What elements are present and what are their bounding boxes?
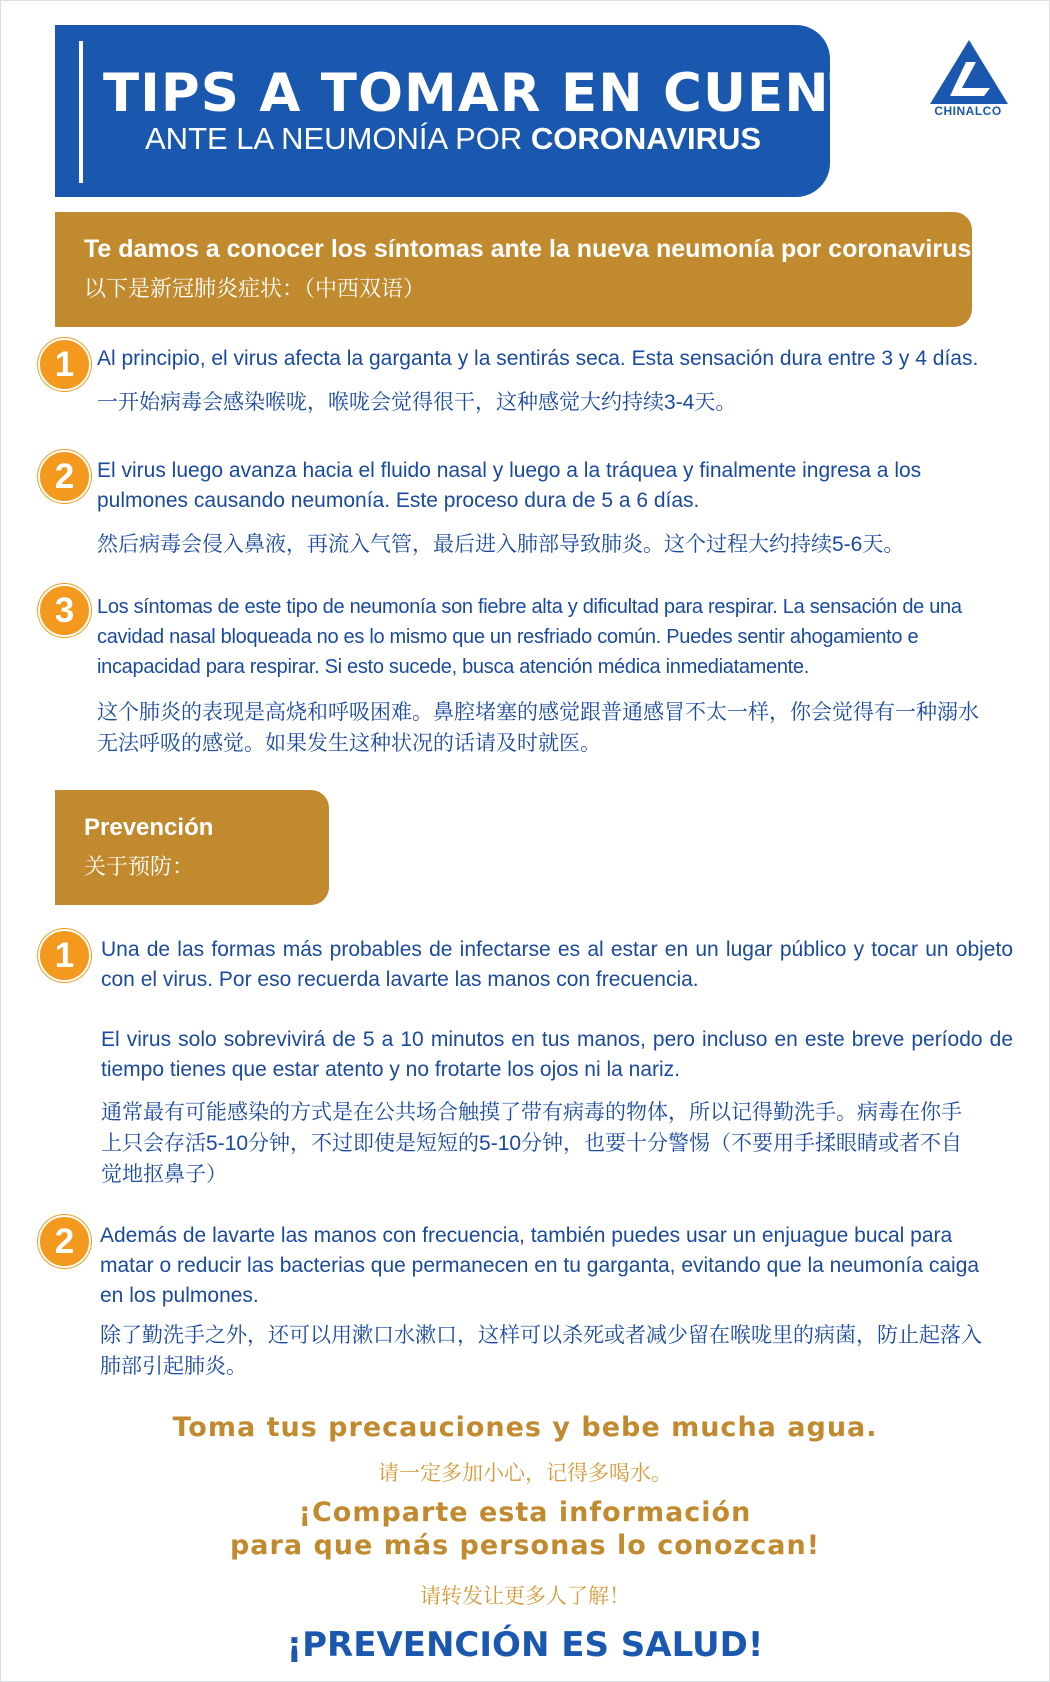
logo-text: CHINALCO — [934, 104, 1002, 118]
prevention-2-es: Además de lavarte las manos con frecuencia, también puedes usar un enjuague bucal para matar o reducir las bacterias que permanecen en tu garganta, evitando que la neumonía caiga en los pulmones. — [100, 1224, 980, 1307]
prevention-number-badge: 1 — [38, 929, 91, 982]
prevention-banner-zh: 关于预防： — [84, 854, 195, 879]
header-banner — [55, 25, 905, 197]
symptom-number-badge: 2 — [38, 450, 91, 503]
symptom-1-zh: 一开始病毒会感染喉咙，喉咙会觉得很干，这种感觉大约持续3-4天。 — [97, 391, 737, 414]
symptom-number-badge: 1 — [38, 338, 91, 391]
subtitle-strong: CORONAVIRUS — [530, 121, 762, 156]
symptom-number-badge: 3 — [38, 584, 91, 637]
share-line-1: ¡Comparte esta información — [298, 1497, 752, 1528]
symptoms-banner-es: Te damos a conocer los síntomas ante la nueva neumonía por coronavirus — [84, 235, 972, 263]
share-zh: 请转发让更多人了解！ — [420, 1585, 630, 1608]
page-title: TIPS A TOMAR EN CUENTA — [103, 63, 905, 124]
symptoms-banner-zh: 以下是新冠肺炎症状：（中西双语） — [84, 276, 426, 301]
symptom-3-es: Los síntomas de este tipo de neumonía son fiebre alta y dificultad para respirar. La sensación de una cavidad nasal bloqueada no es lo mismo que un resfriado común. Puedes sentir ahogamiento e incapacidad para respirar. Si esto sucede, busca atención médica inmediatamente. — [97, 596, 962, 678]
prevention-number-badge: 2 — [38, 1215, 91, 1268]
page-subtitle — [145, 121, 761, 157]
prevention-banner — [55, 790, 329, 905]
symptom-1-es: Al principio, el virus afecta la garganta y la sentirás seca. Esta sensación dura entre 3 y 4 días. — [97, 347, 979, 370]
prevention-1-es-part1: Una de las formas más probables de infectarse es al estar en un lugar público y tocar un objeto con el virus. Por eso recuerda lavarte las manos con frecuencia. — [101, 938, 1013, 991]
prevention-1-zh: 通常最有可能感染的方式是在公共场合触摸了带有病毒的物体，所以记得勤洗手。病毒在你手上只会存活5-10分钟，不过即使是短短的5-10分钟，也要十分警惕（不要用手揉眼睛或者不自觉地抠鼻子） — [101, 1101, 963, 1186]
symptom-2-es: El virus luego avanza hacia el fluido nasal y luego a la tráquea y finalmente ingresa a los pulmones causando neumonía. Este proceso dura de 5 a 6 días. — [97, 459, 922, 512]
header-accent-bar — [79, 41, 83, 183]
advice-zh: 请一定多加小心，记得多喝水。 — [378, 1462, 672, 1485]
prevention-banner-es: Prevención — [84, 814, 214, 841]
symptoms-banner — [55, 212, 972, 327]
symptom-3-zh: 这个肺炎的表现是高烧和呼吸困难。鼻腔堵塞的感觉跟普通感冒不太一样，你会觉得有一种溺水无法呼吸的感觉。如果发生这种状况的话请及时就医。 — [97, 701, 979, 755]
advice-es: Toma tus precauciones y bebe mucha agua. — [172, 1412, 878, 1443]
symptom-2-zh: 然后病毒会侵入鼻液，再流入气管，最后进入肺部导致肺炎。这个过程大约持续5-6天。 — [97, 533, 905, 556]
prevention-2-zh: 除了勤洗手之外，还可以用漱口水漱口，这样可以杀死或者减少留在喉咙里的病菌，防止起落入肺部引起肺炎。 — [100, 1324, 982, 1378]
prevention-1-es-part2: El virus solo sobrevivirá de 5 a 10 minutos en tus manos, pero incluso en este breve período de tiempo tienes que estar atento y no frotarte los ojos ni la nariz. — [101, 1028, 1013, 1081]
slogan: ¡PREVENCIÓN ES SALUD! — [286, 1625, 764, 1665]
subtitle-prefix: ANTE LA NEUMONÍA POR — [145, 121, 531, 156]
share-line-2: para que más personas lo conozcan! — [229, 1530, 821, 1561]
